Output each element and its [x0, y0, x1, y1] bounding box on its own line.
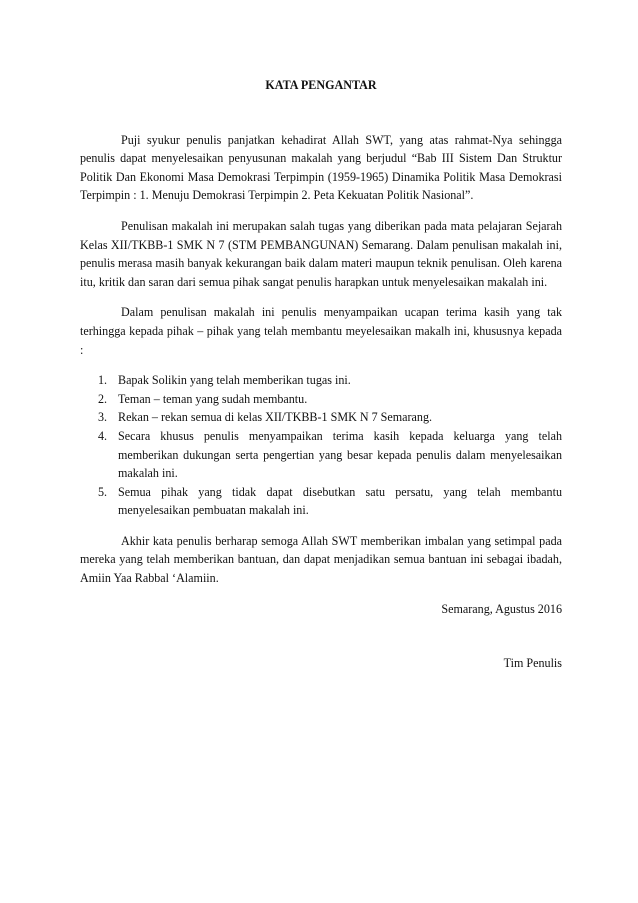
list-item	[80, 390, 562, 409]
list-item	[80, 483, 562, 520]
place-date: Semarang, Agustus 2016	[441, 601, 562, 616]
list-item-text: Secara khusus penulis menyampaikan terima kasih kepada keluarga yang telah memberikan dukungan serta pengertian yang besar kepada penulis dalam menyelesaikan makalah ini.	[118, 428, 562, 481]
list-item-number: 1.	[98, 373, 108, 388]
list-item	[80, 408, 562, 427]
list-item-text: Semua pihak yang tidak dapat disebutkan satu persatu, yang telah membantu menyelesaikan pembuatan makalah ini.	[118, 484, 562, 518]
paragraph-closing: Akhir kata penulis berharap semoga Allah SWT memberikan imbalan yang setimpal pada mereka yang telah memberikan bantuan, dan dapat menjadikan semua bantuan ini sebagai ibadah, Amiin Yaa Rabbal ‘Alamiin.	[80, 533, 562, 586]
list-item-number: 2.	[98, 391, 108, 406]
list-item-text: Teman – teman yang sudah membantu.	[118, 391, 308, 406]
paragraph-opening: Puji syukur penulis panjatkan kehadirat Allah SWT, yang atas rahmat-Nya sehingga penulis dapat menyelesaikan penyusunan makalah yang berjudul “Bab III Sistem Dan Struktur Politik Dan Ekonomi Masa Demokrasi Terpimpin (1959-1965) Dinamika Politik Masa Demokrasi Terpimpin : 1. Menuju Demokrasi Terpimpin 2. Peta Kekuatan Politik Nasional”.	[80, 132, 562, 203]
list-item-number: 5.	[98, 484, 108, 499]
page-title: KATA PENGANTAR	[265, 78, 377, 92]
list-item-text: Rekan – rekan semua di kelas XII/TKBB-1 SMK N 7 Semarang.	[118, 410, 433, 425]
paragraph-purpose: Penulisan makalah ini merupakan salah tugas yang diberikan pada mata pelajaran Sejarah Kelas XII/TKBB-1 SMK N 7 (STM PEMBANGUNAN) Semarang. Dalam penulisan makalah ini, penulis merasa masih banyak kekurangan baik dalam materi maupun teknik penulisan. Oleh karena itu, kritik dan saran dari semua pihak sangat penulis harapkan untuk menyelesaikan makalah ini.	[80, 218, 562, 289]
list-item-text: Bapak Solikin yang telah memberikan tugas ini.	[118, 373, 351, 388]
signature: Tim Penulis	[503, 656, 562, 671]
list-item-number: 4.	[98, 428, 108, 443]
acknowledgement-list	[80, 371, 562, 520]
list-item	[80, 427, 562, 483]
document-body	[80, 76, 562, 673]
paragraph-thanks-intro: Dalam penulisan makalah ini penulis menyampaikan ucapan terima kasih yang tak terhingga kepada pihak – pihak yang telah membantu meyelesaikan makalh ini, khususnya kepada :	[80, 305, 562, 357]
list-item	[80, 371, 562, 390]
list-item-number: 3.	[98, 410, 108, 425]
